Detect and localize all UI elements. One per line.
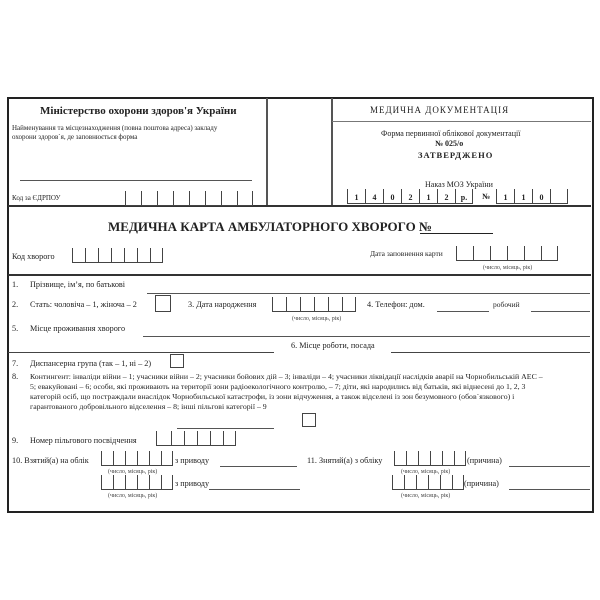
- deregistered-date-cells[interactable]: [394, 451, 466, 466]
- order-number-digit: 1: [496, 189, 514, 203]
- field-8-line1: Контингент: інваліди війни – 1; учасники війни – 2; учасники бойових дій – 3; інваліди – 4; учасники ліквідації наслідків аварії на Чорнобильській АЕС –: [30, 372, 543, 381]
- patient-code-label: Код хворого: [12, 252, 55, 261]
- order-date-digit: 2: [437, 189, 455, 203]
- order-number-digit: 1: [514, 189, 532, 203]
- approved-label: ЗАТВЕРДЖЕНО: [418, 150, 494, 160]
- field-2-number: 2.: [12, 300, 19, 309]
- field-5-number: 5.: [12, 324, 19, 333]
- header-divider-right: [331, 98, 333, 205]
- workplace-input[interactable]: [391, 352, 590, 353]
- field-7-label: Диспансерна група (так – 1, ні – 2): [30, 359, 152, 368]
- field-9-number: 9.: [12, 436, 19, 445]
- deregistered-reason-input-2[interactable]: [509, 489, 590, 490]
- header-bottom-line: [8, 205, 591, 207]
- card-number-input[interactable]: [420, 233, 493, 234]
- benefit-id-cells[interactable]: [156, 431, 236, 446]
- fill-date-label: Дата заповнення карти: [370, 249, 443, 258]
- fill-date-cells[interactable]: [456, 246, 558, 261]
- dispensary-group-checkbox[interactable]: [170, 354, 184, 368]
- field-8-line2: 5; евакуйовані – 6; особи, які проживають на території зони радіоекологічного контролю, – 7; діти, які народились від батьків, які віднесені до 1, 2, 3: [30, 382, 526, 391]
- order-number-digit: [550, 189, 568, 203]
- benefit-id-series-line[interactable]: [177, 428, 274, 429]
- field-4-label: 4. Телефон: дом.: [367, 300, 425, 309]
- edrpou-cells[interactable]: [125, 191, 253, 206]
- field-8-number: 8.: [12, 372, 19, 381]
- order-date-digit: 4: [365, 189, 383, 203]
- field-8-line4: гарантованого добровільного відселення – 8; інші пільгові категорії – 9: [30, 402, 267, 411]
- fill-date-hint: (число, місяць, рік): [483, 265, 533, 271]
- card-title: МЕДИЧНА КАРТА АМБУЛАТОРНОГО ХВОРОГО №: [108, 219, 433, 234]
- order-date-digit: 2: [401, 189, 419, 203]
- field-5-label: Місце проживання хворого: [30, 324, 126, 333]
- field-3-label: 3. Дата народження: [188, 300, 257, 309]
- institution-label-line2: охорони здоров`я, де заповнюється форма: [12, 133, 138, 141]
- header-right-divider: [332, 121, 591, 122]
- order-label: Наказ МОЗ України: [425, 180, 493, 189]
- order-date-cells: [347, 189, 473, 204]
- registered-date-cells[interactable]: [101, 451, 173, 466]
- field-1-number: 1.: [12, 280, 19, 289]
- field-11-reason-label: (причина): [467, 456, 502, 465]
- deregistered-date-cells-2[interactable]: [392, 475, 464, 490]
- registered-date-hint-2: (число, місяць, рік): [108, 493, 158, 499]
- field-8-line3: категорій осіб, що постраждали внаслідок Чорнобильської катастрофи, із зони відчуження, а також відселені із зон безумовного (обов`язкового) і: [30, 392, 515, 401]
- registered-date-cells-2[interactable]: [101, 475, 173, 490]
- contingent-checkbox[interactable]: [302, 413, 316, 427]
- registered-reason-input[interactable]: [220, 466, 297, 467]
- patient-code-cells[interactable]: [72, 248, 163, 263]
- field-11-label: 11. Знятий(а) з обліку: [307, 456, 383, 465]
- institution-label-line1: Найменування та місцезнаходження (повна поштова адреса) закладу: [12, 124, 218, 132]
- field-1-label: Прізвище, ім’я, по батькові: [30, 280, 126, 289]
- form-number: № 025/о: [435, 139, 464, 148]
- registered-date-hint: (число, місяць, рік): [108, 469, 158, 475]
- sex-checkbox[interactable]: [155, 295, 171, 312]
- order-date-digit: 0: [383, 189, 401, 203]
- birth-date-cells[interactable]: [272, 297, 356, 312]
- work-phone-input[interactable]: [531, 311, 590, 312]
- field-2-label: Стать: чоловіча – 1, жіноча – 2: [30, 300, 137, 309]
- medical-documentation-title: МЕДИЧНА ДОКУМЕНТАЦІЯ: [370, 105, 510, 115]
- ministry-title: Міністерство охорони здоров'я України: [40, 105, 237, 117]
- order-date-digit: р.: [455, 189, 473, 203]
- field-11-reason-label-2: (причина): [464, 479, 499, 488]
- header-divider-left: [266, 98, 268, 205]
- order-number-digit: 0: [532, 189, 550, 203]
- full-name-input[interactable]: [147, 293, 590, 294]
- field-6-label: 6. Місце роботи, посада: [291, 341, 375, 350]
- form-line: Форма первинної облікової документації: [381, 129, 521, 138]
- residence-input[interactable]: [143, 336, 590, 337]
- field-7-number: 7.: [12, 359, 19, 368]
- field-10-reason-label-2: з приводу: [175, 479, 210, 488]
- deregistered-date-hint-2: (число, місяць, рік): [401, 493, 451, 499]
- order-date-digit: 1: [419, 189, 437, 203]
- section-divider: [8, 274, 591, 276]
- field-10-label: 10. Взятий(а) на облік: [12, 456, 89, 465]
- home-phone-input[interactable]: [437, 311, 489, 312]
- number-sign: №: [482, 192, 491, 201]
- field-4-work-label: робочий: [493, 300, 520, 309]
- order-number-cells: [496, 189, 568, 204]
- registered-reason-input-2[interactable]: [209, 489, 300, 490]
- field-6-left-line: [8, 352, 274, 353]
- edrpou-label: Код за ЄДРПОУ: [12, 194, 61, 202]
- birth-date-hint: (число, місяць, рік): [292, 316, 342, 322]
- field-9-label: Номер пільгового посвідчення: [30, 436, 137, 445]
- deregistered-reason-input[interactable]: [509, 466, 590, 467]
- field-10-reason-label: з приводу: [175, 456, 210, 465]
- deregistered-date-hint: (число, місяць, рік): [401, 469, 451, 475]
- institution-input-line[interactable]: [20, 180, 252, 181]
- order-date-digit: 1: [347, 189, 365, 203]
